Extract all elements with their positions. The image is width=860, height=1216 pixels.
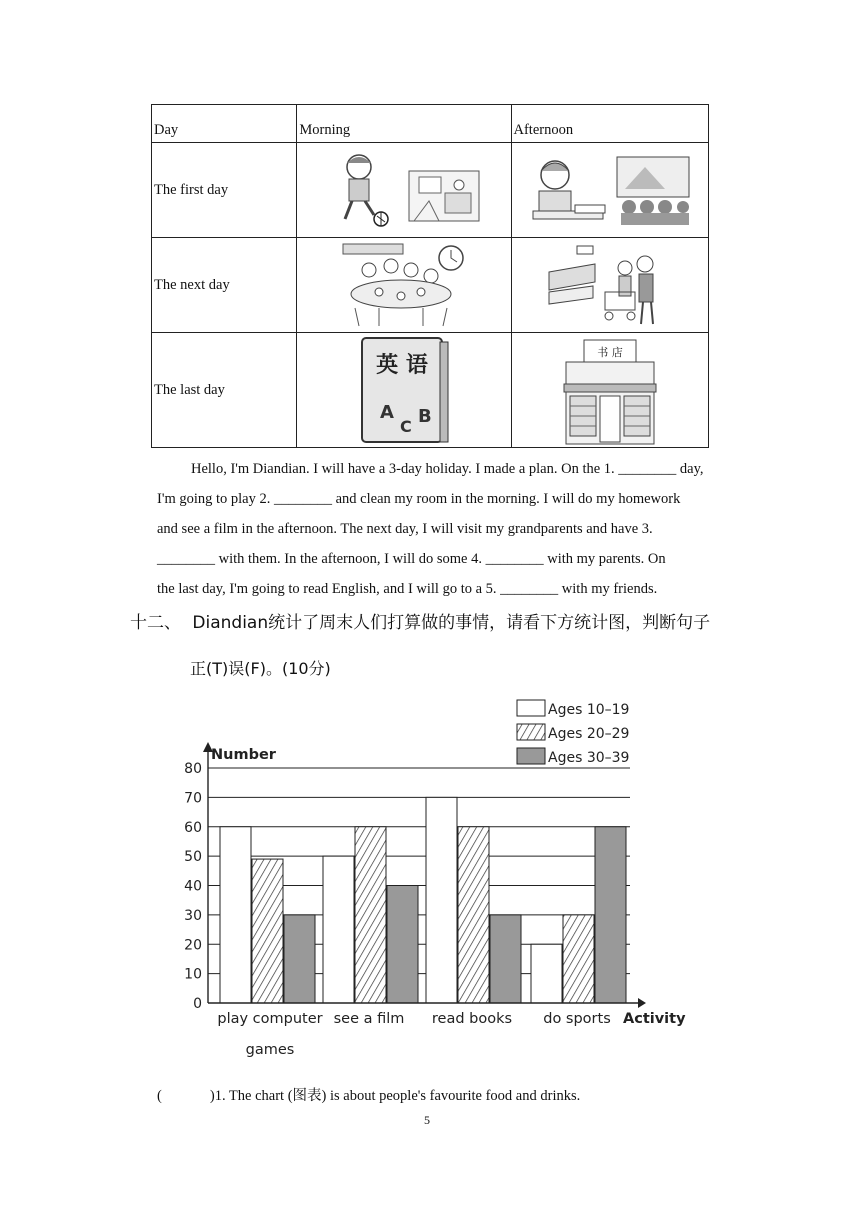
bar (531, 944, 562, 1003)
question-number: 十二、 (130, 613, 181, 633)
passage-line-5: the last day, I'm going to read English, and I will go to a 5. ________ with my friends. (157, 581, 658, 597)
x-tick-label: read books (431, 1011, 513, 1027)
book-letter-c: C (399, 417, 412, 436)
header-morning: Morning (297, 105, 511, 143)
x-axis-label: Activity (623, 1011, 686, 1027)
day-label: The last day (152, 333, 297, 448)
y-tick-label: 40 (184, 878, 202, 895)
passage-line-4: ________ with them. In the afternoon, I will do some 4. ________ with my parents. On (157, 551, 666, 567)
legend-swatch (517, 748, 545, 764)
passage-line-3: and see a film in the afternoon. The next day, I will visit my grandparents and have 3. (157, 521, 653, 537)
boy-doing-homework-and-watching-film-picture (511, 143, 709, 238)
bar (595, 827, 626, 1003)
book-title-text: 英 语 (376, 353, 428, 378)
passage-line-1: Hello, I'm Diandian. I will have a 3-day holiday. I made a plan. On the 1. ________ day, (191, 461, 704, 477)
y-tick-label: 50 (184, 849, 202, 866)
table-header-row (152, 105, 709, 143)
y-tick-label: 30 (184, 907, 202, 924)
legend-label: Ages 10–19 (548, 702, 630, 718)
header-day: Day (152, 105, 297, 143)
table-row (152, 333, 709, 448)
legend-label: Ages 20–29 (548, 726, 630, 742)
bar (284, 915, 315, 1003)
y-tick-label: 60 (184, 819, 202, 836)
answer-paren-close: ) (209, 1088, 215, 1104)
question-heading-line-2: 正(T)误(F)。(10分) (190, 659, 331, 678)
y-tick-label: 80 (184, 761, 202, 777)
bar (387, 886, 418, 1004)
table-row (152, 143, 709, 238)
bar (355, 827, 386, 1003)
answer-paren-open: ( (157, 1088, 162, 1104)
x-tick-label: games (245, 1042, 295, 1058)
x-tick-label: do sports (543, 1011, 611, 1027)
boy-playing-football-and-cleaning-room-picture (297, 143, 511, 238)
bar (220, 827, 251, 1003)
statement-text: 1. The chart (图表) is about people's favourite food and drinks. (214, 1088, 581, 1104)
english-book-picture (297, 333, 511, 448)
x-tick-label: see a film (333, 1011, 405, 1027)
day-label: The first day (152, 143, 297, 238)
day-label: The next day (152, 238, 297, 333)
question-text: Diandian统计了周末人们打算做的事情，请看下方统计图，判断句子 (192, 613, 711, 633)
statement-1 (157, 1084, 580, 1105)
family-shopping-picture (511, 238, 709, 333)
bar (490, 915, 521, 1003)
bar (426, 797, 457, 1003)
legend-label: Ages 30–39 (548, 750, 630, 766)
x-axis-arrow (638, 998, 646, 1008)
legend-swatch (517, 700, 545, 716)
store-sign-text: 书 店 (597, 346, 623, 359)
table-row (152, 238, 709, 333)
bar (323, 856, 354, 1003)
bar (458, 827, 489, 1003)
book-letter-b: B (417, 406, 432, 427)
bar (563, 915, 594, 1003)
family-dinner-with-grandparents-picture (297, 238, 511, 333)
book-letter-a: A (379, 402, 394, 423)
passage-line-2: I'm going to play 2. ________ and clean my room in the morning. I will do my homework (157, 491, 681, 507)
y-tick-label: 0 (193, 996, 202, 1012)
y-axis-label: Number (211, 747, 276, 763)
legend-swatch (517, 724, 545, 740)
y-tick-label: 20 (184, 937, 202, 954)
y-tick-label: 10 (184, 966, 202, 983)
plan-table (151, 104, 709, 448)
bookstore-picture (511, 333, 709, 448)
header-afternoon: Afternoon (511, 105, 709, 143)
bar (252, 859, 283, 1003)
bar-chart (180, 692, 700, 1067)
x-tick-label: play computer (217, 1011, 323, 1027)
y-tick-label: 70 (184, 790, 202, 807)
page-number: 5 (424, 1113, 430, 1127)
question-heading (130, 608, 710, 633)
passage (157, 454, 747, 604)
